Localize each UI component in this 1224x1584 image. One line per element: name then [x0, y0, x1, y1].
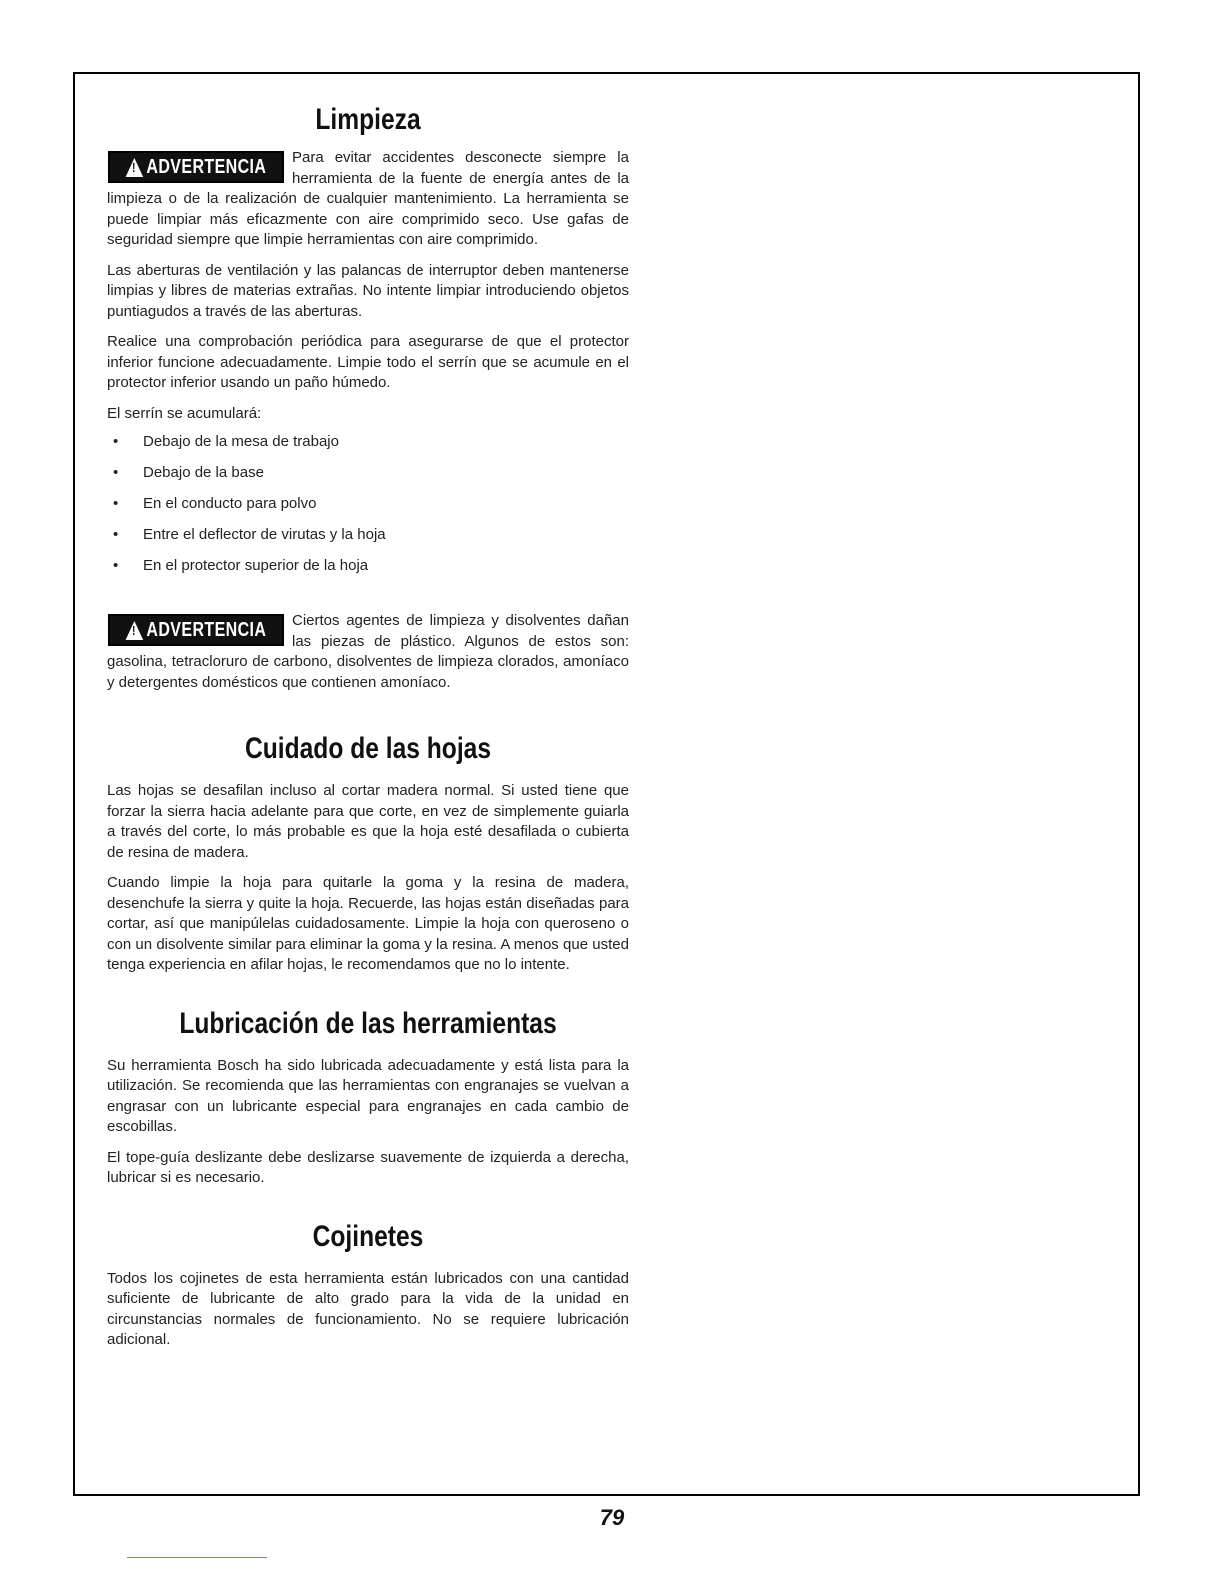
list-item: • En el conducto para polvo [107, 488, 629, 519]
warning-block-1 [107, 148, 629, 261]
section-title-hojas: Cuidado de las hojas [244, 732, 492, 765]
warning-block-2 [107, 611, 629, 703]
paragraph: Realice una comprobación periódica para asegurarse de que el protector inferior funcione adecuadamente. Limpie todo el serrín que se acumule en el protector inferior usando un paño húmedo. [107, 333, 629, 391]
footer-rule [127, 1557, 267, 1558]
warning-badge-label: ADVERTENCIA [146, 155, 267, 178]
section-title-cojinetes: Cojinetes [312, 1219, 424, 1253]
page-number: 79 [599, 1505, 625, 1530]
paragraph: Su herramienta Bosch ha sido lubricada adecuadamente y está lista para la utilización. Se recomienda que las herramientas con engranajes se vuelvan a engrasar con un lubricante especial para engranajes en cada cambio de escobillas. [107, 1056, 629, 1135]
list-item: • Debajo de la mesa de trabajo [107, 426, 629, 457]
warning-text: Ciertos agentes de limpieza y disolventes dañan las piezas de plástico. Algunos de estos son: gasolina, tetracloruro de carbono, disolventes de limpieza clorados, amoníaco y detergentes domésticos que contienen amoníaco. [107, 612, 629, 691]
warning-text: Para evitar accidentes desconecte siempre la herramienta de la fuente de energía antes de la limpieza o de la realización de cualquier mantenimiento. La herramienta se puede limpiar más eficazmente con aire comprimido seco. Use gafas de seguridad siempre que limpie herramientas con aire comprimido. [107, 149, 629, 248]
warning-triangle-icon [126, 158, 144, 177]
paragraph: Las hojas se desafilan incluso al cortar madera normal. Si usted tiene que forzar la sierra hacia adelante para que corte, en vez de simplemente guiarla a través del corte, lo más probable es que la hoja esté desafilada o cubierta de resina de madera. [107, 782, 629, 861]
list-item: • Entre el deflector de virutas y la hoja [107, 519, 629, 550]
paragraph: Las aberturas de ventilación y las palancas de interruptor deben mantenerse limpias y libres de materias extrañas. No intente limpiar introduciendo objetos puntiagudos a través de las aberturas. [107, 261, 629, 320]
warning-badge-label: ADVERTENCIA [146, 618, 267, 641]
paragraph: Cuando limpie la hoja para quitarle la goma y la resina de madera, desenchufe la sierra y quite la hoja. Recuerde, las hojas están diseñadas para cortar, así que manipúlelas cuidadosamente. Limpie la hoja con queroseno o con un disolvente similar para eliminar la goma y la resina. A menos que usted tenga experiencia en afilar hojas, le recomendamos que no lo intente. [107, 874, 629, 973]
section-title-lubricacion: Lubricación de las herramientas [179, 1006, 557, 1040]
section-title-limpieza: Limpieza [315, 103, 421, 136]
paragraph: El tope-guía deslizante debe deslizarse suavemente de izquierda a derecha, lubricar si es necesario. [107, 1148, 629, 1186]
paragraph: Todos los cojinetes de esta herramienta están lubricados con una cantidad suficiente de lubricante de alto grado para la vida de la unidad en circunstancias normales de funcionamiento. No se requiere lubricación adicional. [107, 1269, 629, 1348]
warning-badge [108, 614, 284, 646]
bullet-list [107, 426, 629, 581]
list-item: • Debajo de la base [107, 457, 629, 488]
list-intro: El serrín se acumulará: [107, 404, 262, 422]
list-item: • En el protector superior de la hoja [107, 550, 629, 581]
warning-badge [108, 151, 284, 183]
content-column [107, 100, 629, 1361]
warning-triangle-icon [126, 621, 144, 640]
